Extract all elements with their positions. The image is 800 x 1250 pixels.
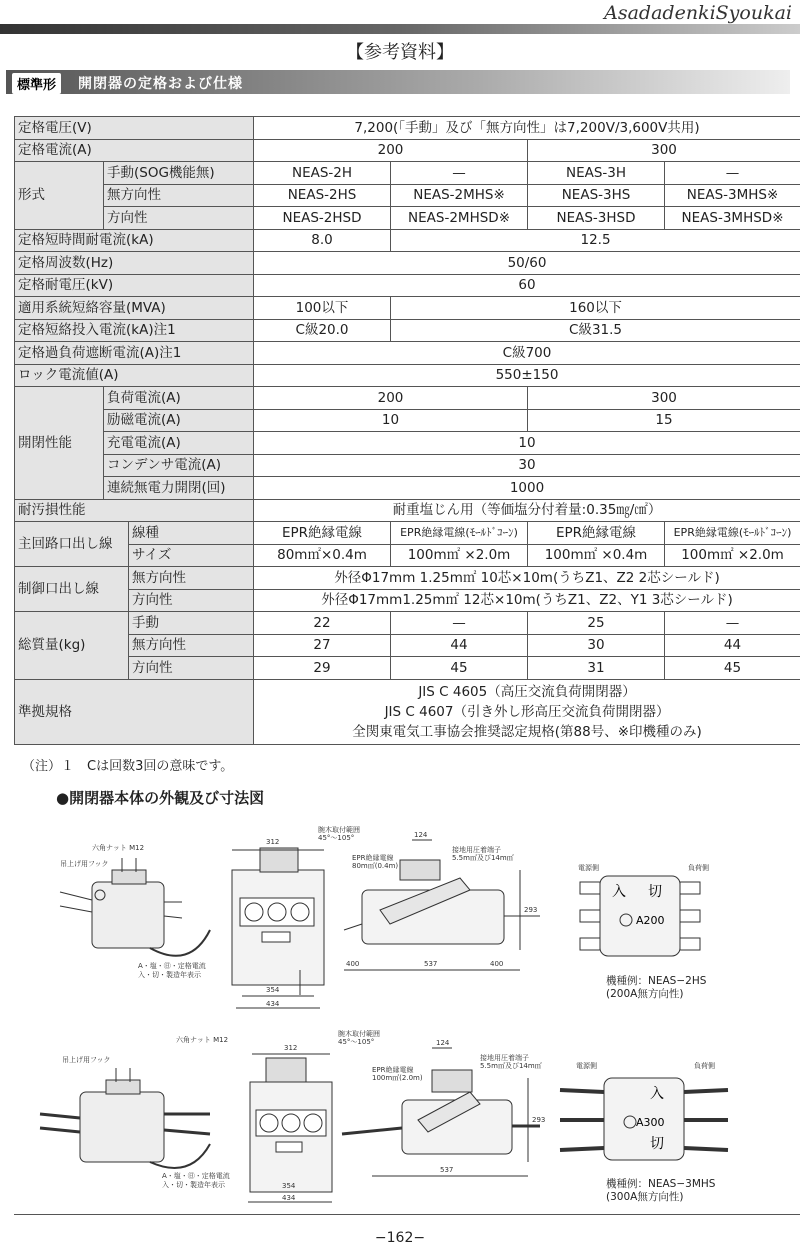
hook-label: 吊上げ用フック: [60, 860, 109, 868]
plate-label: 入・切・製造年表示: [162, 1181, 225, 1189]
cell: C級20.0: [254, 319, 391, 342]
figure-caption: [606, 1178, 715, 1204]
row-label: 定格電流(A): [15, 139, 254, 162]
dim-124: 124: [436, 1039, 450, 1047]
on-mark: 入: [650, 1086, 664, 1102]
row-label: 定格耐電圧(kV): [15, 274, 254, 297]
table-row: [15, 342, 800, 365]
caption-line: 機種例：NEAS−2HS: [606, 975, 707, 987]
cell: 27: [254, 634, 391, 657]
brand-logo: AsadadenkiSyoukai: [604, 2, 792, 24]
cell: 100m㎡ ×2.0m: [391, 544, 528, 567]
sub-label: サイズ: [129, 544, 254, 567]
off-mark: 切: [650, 1136, 664, 1152]
range-label: 腕木取付範囲: [338, 1030, 380, 1038]
cell: NEAS-3H: [528, 162, 665, 185]
sub-label: コンデンサ電流(A): [104, 454, 254, 477]
row-label: 定格周波数(Hz): [15, 252, 254, 275]
range-label: 45°～105°: [338, 1038, 375, 1046]
plate-label: A・塩・㊐・定格電流: [162, 1172, 230, 1180]
cell: 25: [528, 612, 665, 635]
cell: 15: [528, 409, 800, 432]
cell: EPR絶縁電線: [528, 522, 665, 545]
table-row: [15, 634, 800, 657]
hook-label: 吊上げ用フック: [62, 1056, 111, 1064]
cell: 300: [528, 387, 800, 410]
row-label: 主回路口出し線: [15, 522, 129, 567]
cell: 8.0: [254, 229, 391, 252]
table-row: [15, 409, 800, 432]
range-label: 腕木取付範囲: [318, 826, 360, 834]
cell: NEAS-2HSD: [254, 207, 391, 230]
cell: 44: [665, 634, 800, 657]
table-row: [15, 229, 800, 252]
cell: 29: [254, 657, 391, 680]
cell: NEAS-2HS: [254, 184, 391, 207]
sub-label: 無方向性: [104, 184, 254, 207]
load-side-label: 負荷側: [694, 1062, 715, 1070]
sub-label: 連続無電力開閉(回): [104, 477, 254, 500]
cell: NEAS-3HS: [528, 184, 665, 207]
table-row: [15, 364, 800, 387]
row-label: 耐汚損性能: [15, 499, 254, 522]
table-row: [15, 252, 800, 275]
dim-434: 434: [282, 1194, 296, 1202]
table-row: [15, 139, 800, 162]
row-label: 開閉性能: [15, 387, 104, 500]
caption-line: (200A無方向性): [606, 988, 684, 1000]
sub-label: 無方向性: [129, 567, 254, 590]
dim-312: 312: [284, 1044, 298, 1052]
sub-label: 方向性: [104, 207, 254, 230]
plate-label: A・塩・㊐・定格電流: [138, 962, 206, 970]
table-row: [15, 544, 800, 567]
row-label: 定格過負荷遮断電流(A)注1: [15, 342, 254, 365]
cell: 45: [665, 657, 800, 680]
figure-caption: [606, 975, 706, 1001]
cell: NEAS-3MHS※: [665, 184, 800, 207]
table-row: [15, 162, 800, 185]
sub-label: 充電電流(A): [104, 432, 254, 455]
cell: 1000: [254, 477, 800, 500]
switch-front-view: [232, 870, 324, 985]
table-row: [15, 432, 800, 455]
caption-line: 機種例：NEAS−3MHS: [606, 1178, 716, 1190]
dim-124: 124: [414, 831, 428, 839]
page-number: −162−: [374, 1230, 426, 1246]
cell: [254, 679, 800, 744]
switch-front-view: [250, 1082, 332, 1192]
cell: 550±150: [254, 364, 800, 387]
cell: —: [665, 612, 800, 635]
cell: NEAS-2MHS※: [391, 184, 528, 207]
reference-title: 【参考資料】: [346, 42, 454, 63]
table-row: [15, 184, 800, 207]
caption-line: (300A無方向性): [606, 1191, 684, 1203]
ground-label: 5.5m㎡及び14m㎡: [480, 1062, 542, 1070]
cell: 44: [391, 634, 528, 657]
sub-label: 手動(SOG機能無): [104, 162, 254, 185]
table-row: [15, 567, 800, 590]
cell: C級31.5: [391, 319, 800, 342]
table-row: [15, 454, 800, 477]
switch-body-front: [80, 1092, 164, 1162]
ground-label: 5.5m㎡及び14m㎡: [452, 854, 514, 862]
standard-line: JIS C 4607（引き外し形高圧交流負荷開閉器）: [384, 703, 670, 720]
cell: 200: [254, 139, 528, 162]
table-row: [15, 612, 800, 635]
sub-label: 線種: [129, 522, 254, 545]
section-title: 開閉器の定格および仕様: [78, 76, 243, 92]
range-label: 45°～105°: [318, 834, 355, 842]
cell: 50/60: [254, 252, 800, 275]
cell: 外径Φ17mm 1.25m㎡ 10芯×10m(うちZ1、Z2 2芯シールド): [254, 567, 800, 590]
source-side-label: 電源側: [578, 864, 599, 872]
cell: 22: [254, 612, 391, 635]
load-side-label: 負荷側: [688, 864, 709, 872]
dim-354: 354: [266, 986, 280, 994]
on-mark: 入: [612, 884, 626, 900]
epr-label: EPR絶縁電線: [352, 854, 394, 862]
row-label: 総質量(kg): [15, 612, 129, 680]
switch-body-front: [92, 882, 164, 948]
row-label: 準拠規格: [15, 679, 254, 744]
amp-mark: A200: [636, 914, 665, 927]
table-row: [15, 297, 800, 320]
row-label: 適用系統短絡容量(MVA): [15, 297, 254, 320]
cell: NEAS-2MHSD※: [391, 207, 528, 230]
cell: 7,200(「手動」及び「無方向性」は7,200V/3,600V共用): [254, 117, 800, 140]
row-label: ロック電流値(A): [15, 364, 254, 387]
standard-line: JIS C 4605（高圧交流負荷開閉器）: [418, 683, 636, 700]
cell: 30: [254, 454, 800, 477]
cell: —: [665, 162, 800, 185]
sub-label: 手動: [129, 612, 254, 635]
cell: 12.5: [391, 229, 800, 252]
cell: NEAS-2H: [254, 162, 391, 185]
section-tag: 標準形: [12, 73, 61, 94]
cell: NEAS-3HSD: [528, 207, 665, 230]
table-row: [15, 522, 800, 545]
table-row: [15, 589, 800, 612]
cell: 10: [254, 409, 528, 432]
cell: 10: [254, 432, 800, 455]
cell: 100m㎡ ×2.0m: [665, 544, 800, 567]
ground-label: 接地用圧着端子: [480, 1054, 529, 1062]
cell: 30: [528, 634, 665, 657]
table-row: [15, 477, 800, 500]
row-label: 制御口出し線: [15, 567, 129, 612]
sub-label: 無方向性: [129, 634, 254, 657]
footer-rule: [14, 1214, 800, 1215]
table-row: [15, 657, 800, 680]
row-label: 定格短時間耐電流(kA): [15, 229, 254, 252]
cell: —: [391, 612, 528, 635]
cell: 300: [528, 139, 800, 162]
cell: 100以下: [254, 297, 391, 320]
table-row: [15, 499, 800, 522]
standard-line: 全関東電気工事協会推奨認定規格(第88号、※印機種のみ): [352, 723, 702, 740]
cell: EPR絶縁電線(ﾓｰﾙﾄﾞｺｰﾝ): [665, 522, 800, 545]
table-row: [15, 679, 800, 744]
epr-label: 80m㎡(0.4m): [352, 862, 399, 870]
ground-label: 接地用圧着端子: [452, 846, 501, 854]
sub-label: 励磁電流(A): [104, 409, 254, 432]
source-side-label: 電源側: [576, 1062, 597, 1070]
cell: C級700: [254, 342, 800, 365]
epr-label: 100m㎡(2.0m): [372, 1074, 423, 1082]
off-mark: 切: [648, 884, 662, 900]
dim-537: 537: [440, 1166, 454, 1174]
section-banner: [6, 70, 790, 94]
figure-title: ●開閉器本体の外観及び寸法図: [56, 789, 265, 807]
row-label: 定格電圧(V): [15, 117, 254, 140]
spec-table: [14, 116, 800, 745]
dim-400: 400: [346, 960, 360, 968]
cell: 耐重塩じん用（等価塩分付着量:0.35㎎/㎠）: [254, 499, 800, 522]
cell: 160以下: [391, 297, 800, 320]
dim-354: 354: [282, 1182, 296, 1190]
dim-537: 537: [424, 960, 438, 968]
cell: EPR絶縁電線(ﾓｰﾙﾄﾞｺｰﾝ): [391, 522, 528, 545]
dim-293: 293: [532, 1116, 546, 1124]
cell: 外径Φ17mm1.25m㎡ 12芯×10m(うちZ1、Z2、Y1 3芯シールド): [254, 589, 800, 612]
row-label: 定格短絡投入電流(kA)注1: [15, 319, 254, 342]
table-row: [15, 117, 800, 140]
nut-label: 六角ナット M12: [176, 1036, 229, 1044]
header-bar: [0, 24, 800, 34]
amp-mark: A300: [636, 1116, 665, 1129]
table-row: [15, 319, 800, 342]
cell: 100m㎡ ×0.4m: [528, 544, 665, 567]
cell: NEAS-3MHSD※: [665, 207, 800, 230]
sub-label: 方向性: [129, 657, 254, 680]
table-row: [15, 207, 800, 230]
switch-top-bracket: [112, 870, 146, 884]
row-label: 形式: [15, 162, 104, 230]
footnote: （注）１ Cは回数3回の意味です。: [22, 759, 234, 774]
dim-400: 400: [490, 960, 504, 968]
dim-434: 434: [266, 1000, 280, 1008]
cell: 60: [254, 274, 800, 297]
table-row: [15, 274, 800, 297]
table-row: [15, 387, 800, 410]
cell: 31: [528, 657, 665, 680]
cell: 45: [391, 657, 528, 680]
cell: 200: [254, 387, 528, 410]
sub-label: 方向性: [129, 589, 254, 612]
sub-label: 負荷電流(A): [104, 387, 254, 410]
epr-label: EPR絶縁電線: [372, 1066, 414, 1074]
plate-label: 入・切・製造年表示: [138, 971, 201, 979]
dim-293: 293: [524, 906, 538, 914]
cell: EPR絶縁電線: [254, 522, 391, 545]
cell: —: [391, 162, 528, 185]
cell: 80m㎡×0.4m: [254, 544, 391, 567]
nut-label: 六角ナット M12: [92, 844, 145, 852]
dim-312: 312: [266, 838, 280, 846]
